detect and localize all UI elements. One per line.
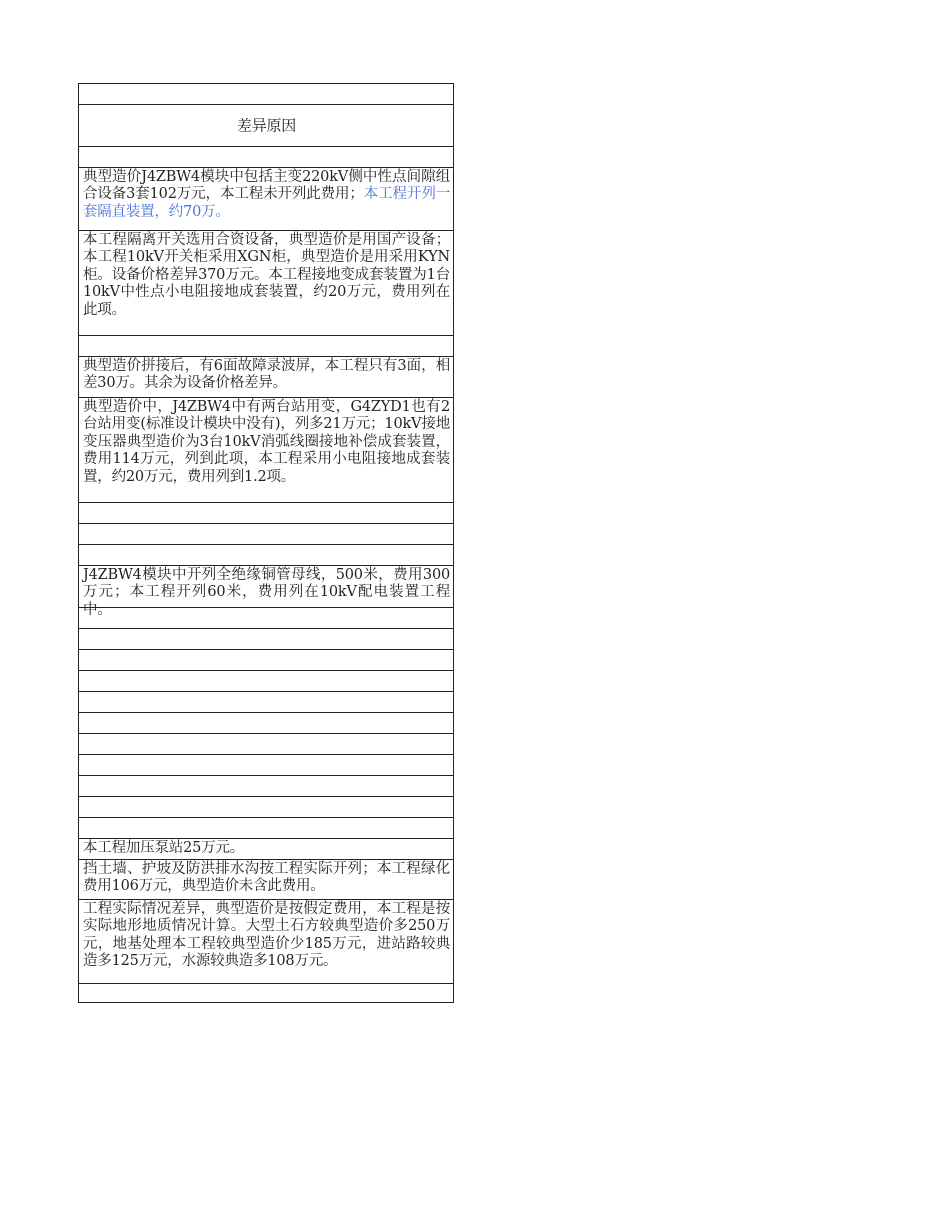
table-row[interactable] <box>79 628 453 649</box>
cell-text-highlight: 本工程开列一套隔直装置，约70万。 <box>83 186 450 220</box>
table-row[interactable] <box>79 670 453 691</box>
table-row[interactable] <box>79 733 453 754</box>
table-row[interactable] <box>79 83 453 104</box>
table-cell[interactable]: 典型造价拼接后，有6面故障录波屏，本工程只有3面，相差30万。其余为设备价格差异。 <box>83 358 450 392</box>
table-row[interactable] <box>79 754 453 775</box>
column-header[interactable]: 差异原因 <box>236 115 297 134</box>
table-row[interactable] <box>79 775 453 796</box>
cell-text: 典型造价J4ZBW4模块中包括主变220kV侧中性点间隙组合设备3套102万元，本工程未开列此费用； <box>83 169 450 203</box>
table-row[interactable] <box>79 691 453 712</box>
table-row[interactable] <box>79 565 453 618</box>
table-row[interactable] <box>79 712 453 733</box>
table-row[interactable] <box>79 397 453 502</box>
table-row[interactable] <box>79 983 453 1003</box>
table-row[interactable] <box>79 167 453 230</box>
table-row[interactable] <box>79 607 453 628</box>
table-row[interactable] <box>79 523 453 544</box>
table-row[interactable] <box>79 817 453 838</box>
table-row[interactable] <box>79 649 453 670</box>
table-row[interactable] <box>79 899 453 983</box>
table-cell[interactable] <box>83 169 450 221</box>
table-row[interactable] <box>79 544 453 565</box>
table-cell[interactable]: 本工程隔离开关选用合资设备，典型造价是用国产设备；本工程10kV开关柜采用XGN柜，典型造价是用采用KYN柜。设备价格差异370万元。本工程接地变成套装置为1台10kV中性点小电阻接地成套装置，约20万元，费用列在此项。 <box>83 232 450 318</box>
table-cell[interactable]: 典型造价中，J4ZBW4中有两台站用变，G4ZYD1也有2台站用变(标准设计模块中没有)，列多21万元；10kV接地变压器典型造价为3台10kV消弧线圈接地补偿成套装置，费用114万元，列到此项，本工程采用小电阻接地成套装置，约20万元，费用列到1.2项。 <box>83 399 450 485</box>
table-cell[interactable]: 挡土墙、护坡及防洪排水沟按工程实际开列；本工程绿化费用106万元，典型造价未含此费用。 <box>83 861 450 895</box>
table-row[interactable] <box>79 356 453 397</box>
table-cell[interactable]: J4ZBW4模块中开列全绝缘铜管母线，500米，费用300万元；本工程开列60米，费用列在10kV配电装置工程中。 <box>83 567 450 618</box>
table-row[interactable] <box>79 502 453 523</box>
table-cell[interactable]: 本工程加压泵站25万元。 <box>83 840 245 856</box>
table-row[interactable] <box>79 230 453 335</box>
spreadsheet-column <box>78 83 454 1003</box>
column-header-row[interactable] <box>79 104 453 146</box>
table-row[interactable] <box>79 859 453 899</box>
table-row[interactable] <box>79 335 453 356</box>
table-cell[interactable]: 工程实际情况差异，典型造价是按假定费用，本工程是按实际地形地质情况计算。大型土石方较典型造价多250万元，地基处理本工程较典型造价少185万元，进站路较典造多125万元，水源较典造多108万元。 <box>83 901 450 970</box>
table-row[interactable] <box>79 146 453 167</box>
table-row[interactable] <box>79 838 453 859</box>
table-row[interactable] <box>79 796 453 817</box>
